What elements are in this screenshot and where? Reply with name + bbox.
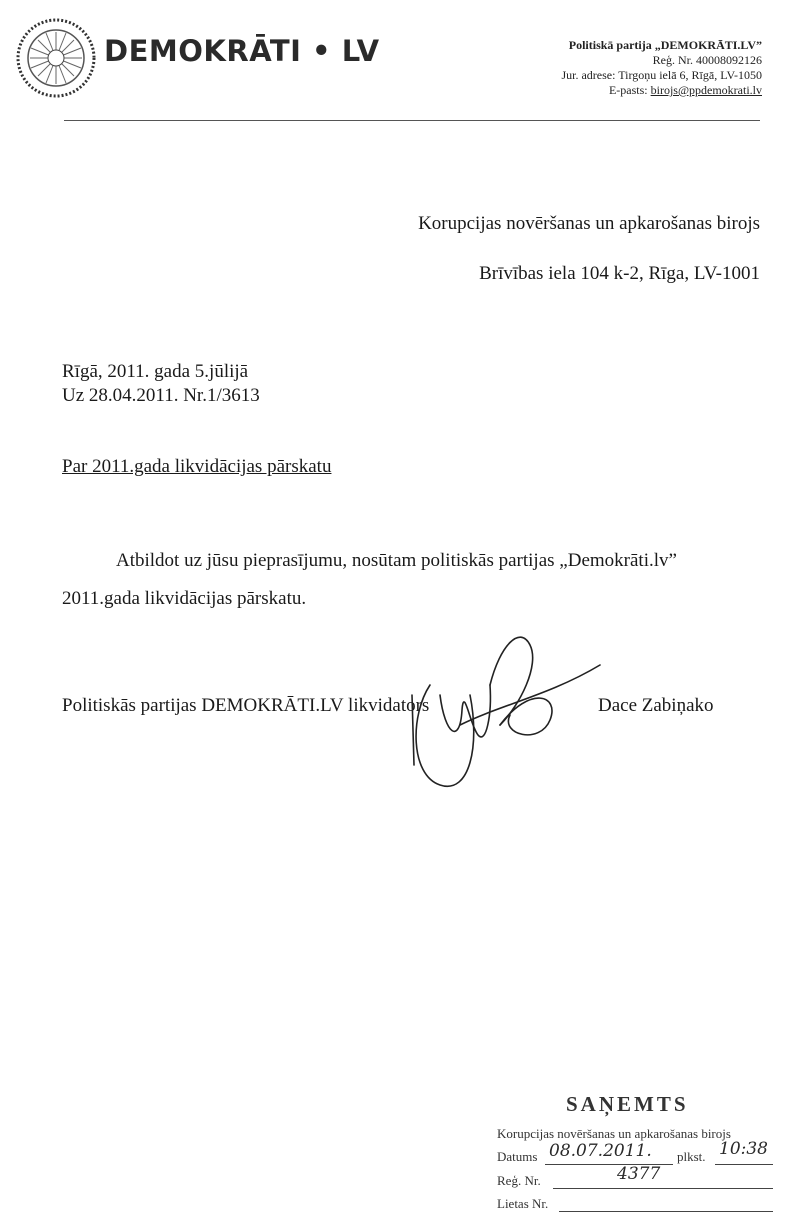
stamp-time-label: plkst.	[677, 1149, 706, 1164]
email-link[interactable]: birojs@ppdemokrati.lv	[650, 83, 762, 97]
party-reg-number: Reģ. Nr. 40008092126	[652, 53, 762, 67]
stamp-case-row	[497, 1196, 773, 1216]
stamp-reg-label: Reģ. Nr.	[497, 1173, 541, 1188]
stamp-date-value: 08.07.2011.	[549, 1141, 652, 1161]
party-seal-logo	[14, 16, 98, 100]
signatory-name: Dace Zabiņako	[598, 695, 714, 716]
party-name: Politiskā partija „DEMOKRĀTI.LV”	[568, 38, 762, 52]
date-reference-block	[62, 360, 260, 408]
place-date: Rīgā, 2011. gada 5.jūlijā	[62, 361, 249, 382]
letter-body	[62, 542, 762, 618]
party-legal-address: Jur. adrese: Tirgoņu ielā 6, Rīgā, LV-1050	[561, 68, 762, 82]
party-logo-wordmark: DEMOKRĀTI • LV	[104, 34, 380, 68]
addressee-name: Korupcijas novēršanas un apkarošanas birojs	[418, 213, 760, 234]
signatory-role: Politiskās partijas DEMOKRĀTI.LV likvidators	[62, 695, 430, 716]
stamp-date-label: Datums	[497, 1149, 538, 1164]
stamp-time-value: 10:38	[719, 1139, 768, 1159]
received-stamp-title: SAŅEMTS	[566, 1092, 689, 1116]
email-label: E-pasts:	[608, 83, 648, 97]
stamp-case-label: Lietas Nr.	[497, 1196, 549, 1211]
party-contact-block	[561, 38, 762, 98]
stamp-reg-row	[497, 1164, 773, 1193]
addressee-block	[418, 212, 760, 286]
stamp-org-name: Korupcijas novēršanas un apkarošanas birojs	[497, 1126, 731, 1141]
party-email-row	[561, 83, 762, 98]
stamp-org-row	[497, 1126, 731, 1142]
addressee-address: Brīvības iela 104 k-2, Rīga, LV-1001	[479, 263, 760, 284]
reference-number: Uz 28.04.2011. Nr.1/3613	[62, 385, 260, 406]
letterhead-divider	[64, 120, 760, 121]
handwritten-signature	[400, 625, 610, 800]
letter-subject: Par 2011.gada likvidācijas pārskatu	[62, 456, 332, 477]
body-line-2: 2011.gada likvidācijas pārskatu.	[62, 588, 307, 609]
body-line-1: Atbildot uz jūsu pieprasījumu, nosūtam politiskās partijas „Demokrāti.lv”	[116, 550, 677, 571]
stamp-reg-value: 4377	[617, 1164, 661, 1184]
